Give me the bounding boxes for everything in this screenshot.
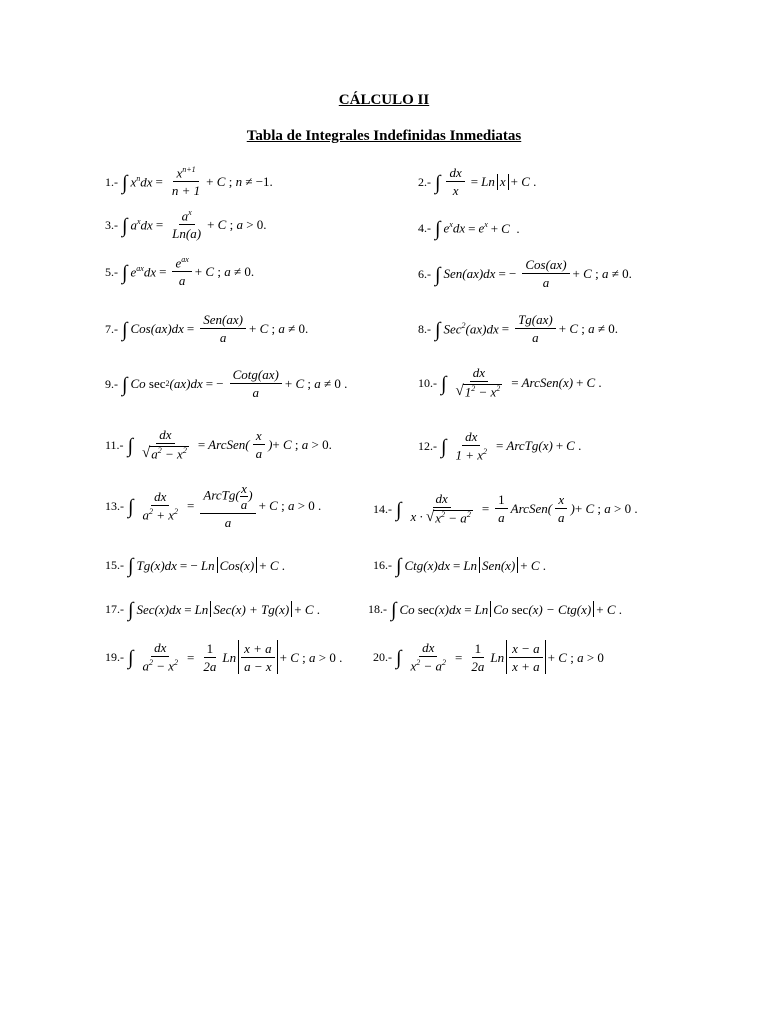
formula-6: 6.- ∫ Sen(ax)dx = − $\frac{\text{Cos(ax)}}{a}$ + C ; a ≠ 0. xyxy=(418,257,632,290)
formula-number: 5.- xyxy=(105,264,118,279)
formula-number: 17.- xyxy=(105,602,124,616)
formula-12: 12.- ∫ $\frac{dx}{1 + x^2}$ = ArcTg(x) + C . xyxy=(418,429,582,463)
formula-number: 6.- xyxy=(418,266,431,281)
formula-number: 7.- xyxy=(105,321,118,336)
formula-number: 4.- xyxy=(418,221,431,235)
formula-number: 16.- xyxy=(373,558,392,572)
formula-number: 8.- xyxy=(418,321,431,336)
formula-8: 8.- ∫ Sec$^2$(ax)dx = $\frac{Tg(ax)}{a}$ + C ; a ≠ 0. xyxy=(418,312,619,345)
formula-number: 19.- xyxy=(105,650,124,664)
formula-1: 1.- ∫ $x^ndx$ = $\frac{x^{n+1}}{n + 1}$ + C ; n ≠ −1. xyxy=(105,165,273,199)
formula-number: 14.- xyxy=(373,501,392,516)
formula-18: 18.- ∫ Co sec (x)dx = Ln Co sec (x) − Ctg(x) + C . xyxy=(368,599,623,621)
formula-17: 17.- ∫ Sec(x)dx = Ln Sec(x) + Tg(x) + C . xyxy=(105,599,320,621)
formula-11: 11.- ∫ dx √ $a^2 - x^2$ = ArcSen( $\frac{x}{a}$ ) + C ; a > 0. xyxy=(105,427,332,462)
formula-number: 10.- xyxy=(418,375,437,390)
formula-7: 7.- ∫ Cos(ax)dx = $\frac{\text{Sen(ax)}}{a}$ + C ; a ≠ 0. xyxy=(105,312,309,345)
formula-number: 9.- xyxy=(105,376,118,391)
page-title: CÁLCULO II xyxy=(338,92,430,108)
formula-15: 15.- ∫ Tg(x)dx = − Ln Cos(x) + C . xyxy=(105,555,286,577)
formula-2: 2.- ∫ $\frac{dx}{x}$ = Ln x + C . xyxy=(418,165,537,198)
formula-5: 5.- ∫ $e^{ax}dx$ = $\frac{e^{ax}}{a}$ + C ; a ≠ 0. xyxy=(105,255,255,289)
formula-number: 12.- xyxy=(418,438,437,453)
formula-3: 3.- ∫ $a^xdx$ = $\frac{a^x}{Ln(a)}$ + C ; a > 0. xyxy=(105,208,267,242)
formula-16: 16.- ∫ Ctg(x)dx = Ln Sen(x) + C . xyxy=(373,555,547,577)
formula-13: 13.- ∫ $\frac{dx}{a^2 + x^2}$ = ArcTg( $\frac{x}{a}$ ) a + C ; a > 0 . xyxy=(105,481,322,530)
formula-number: 13.- xyxy=(105,498,124,513)
formula-10: 10.- ∫ dx √ $1^2 - x^2$ = ArcSen(x) + C . xyxy=(418,365,602,400)
formula-number: 18.- xyxy=(368,602,387,616)
formula-number: 1.- xyxy=(105,174,118,189)
formula-4: 4.- ∫ $e^xdx$ = $e^x$ + C . xyxy=(418,218,520,240)
formula-number: 20.- xyxy=(373,650,392,664)
formula-number: 2.- xyxy=(418,174,431,189)
formula-14: 14.- ∫ dx x · √ $x^2 - a^2$ = $\frac{1}{a}$ ArcSen( $\frac{x}{a}$ ) + C ; a > 0 . xyxy=(373,491,638,526)
formula-20: 20.- ∫ $\frac{dx}{x^2 - a^2}$ = $\frac{1}{2a}$ Ln $\frac{x - a}{x + a}$ + C ; a > 0 xyxy=(373,640,604,674)
formula-9: 9.- ∫ Co sec 2 (ax)dx = − $\frac{\text{Cotg(ax)}}{a}$ + C ; a ≠ 0 . xyxy=(105,367,348,400)
page-subtitle: Tabla de Integrales Indefinidas Inmediatas xyxy=(246,128,522,144)
formula-number: 3.- xyxy=(105,217,118,232)
formula-number: 15.- xyxy=(105,558,124,572)
formula-number: 11.- xyxy=(105,437,124,452)
formula-19: 19.- ∫ $\frac{dx}{a^2 - x^2}$ = $\frac{1}{2a}$ Ln $\frac{x + a}{a - x}$ + C ; a > 0 . xyxy=(105,640,343,674)
